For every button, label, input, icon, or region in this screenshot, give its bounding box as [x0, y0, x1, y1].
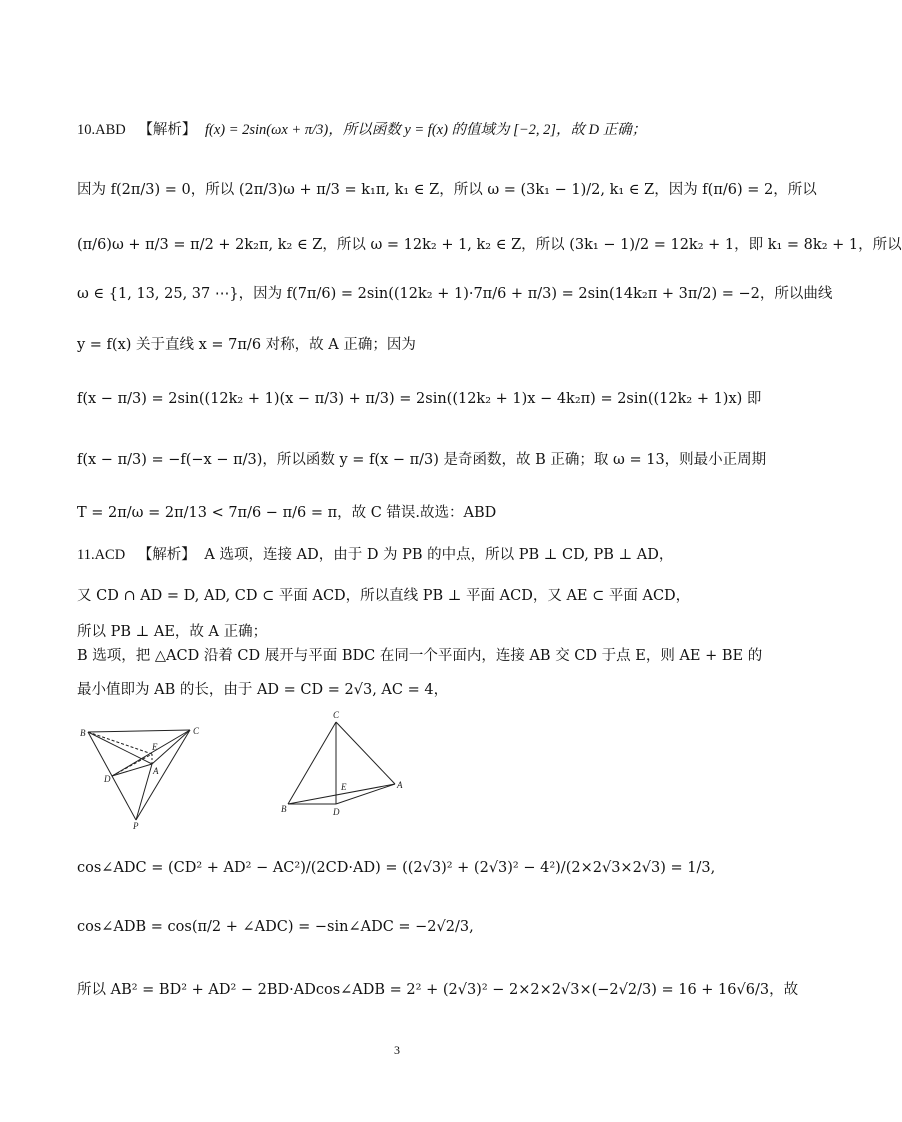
fig2-label-d: D	[333, 807, 340, 817]
q11-line-6: cos∠ADC = (CD² + AD² − AC²)/(2CD·AD) = ((2√3)² + (2√3)² − 4²)/(2×2√3×2√3) = 1/3,	[77, 860, 716, 876]
q10-line-2: 因为 f(2π/3) = 0，所以 (2π/3)ω + π/3 = k₁π, k₁ ∈ Z，所以 ω = (3k₁ − 1)/2, k₁ ∈ Z，因为 f(π/6) = 2，所以	[77, 182, 817, 198]
q11-head: 11.ACD	[77, 547, 126, 563]
fig1-label-b: B	[80, 728, 86, 738]
unfolded-figure	[278, 708, 408, 822]
q10-line-8: T = 2π/ω = 2π/13 < 7π/6 − π/6 = π，故 C 错误.故选：ABD	[77, 505, 497, 521]
q11-line-8: 所以 AB² = BD² + AD² − 2BD·ADcos∠ADB = 2² + (2√3)² − 2×2×2√3×(−2√2/3) = 16 + 16√6/3，故	[77, 982, 799, 998]
q11-line-5: 最小值即为 AB 的长，由于 AD = CD = 2√3, AC = 4，	[77, 682, 449, 698]
q10-tag: 【解析】	[138, 122, 197, 138]
q11-line-1	[77, 545, 754, 565]
q10-line-7: f(x − π/3) = −f(−x − π/3)，所以函数 y = f(x − π/3) 是奇函数，故 B 正确；取 ω = 13，则最小正周期	[77, 452, 767, 468]
pyramid-figure	[78, 722, 208, 830]
fig2-label-c: C	[333, 710, 340, 720]
fig1-label-d: D	[104, 774, 111, 784]
q11-text-1: A 选项，连接 AD，由于 D 为 PB 的中点，所以 PB ⊥ CD, PB ⊥ AD，	[204, 547, 674, 563]
q11-line-7: cos∠ADB = cos(π/2 + ∠ADC) = −sin∠ADC = −2√2/3,	[77, 919, 474, 935]
page-number: 3	[394, 1043, 400, 1057]
q11-line-4: B 选项，把 △ACD 沿着 CD 展开与平面 BDC 在同一个平面内，连接 AB 交 CD 于点 E，则 AE + BE 的	[77, 648, 763, 664]
q10-line-5: y = f(x) 关于直线 x = 7π/6 对称，故 A 正确；因为	[77, 337, 416, 353]
q10-text-1: f(x) = 2sin(ωx + π/3)，所以函数 y = f(x) 的值域为 [−2, 2]，故 D 正确；	[204, 122, 647, 138]
fig1-label-e: E	[152, 742, 158, 752]
q11-line-3: 所以 PB ⊥ AE，故 A 正确；	[77, 624, 268, 640]
q10-line-3: (π/6)ω + π/3 = π/2 + 2k₂π, k₂ ∈ Z，所以 ω = 12k₂ + 1, k₂ ∈ Z，所以 (3k₁ − 1)/2 = 12k₂ + 1，即 k₁ = 8k₂ + 1，所以	[77, 237, 902, 253]
fig2-label-e: E	[341, 782, 347, 792]
q11-tag: 【解析】	[137, 547, 196, 563]
fig1-label-a: A	[153, 766, 159, 776]
q11-line-2: 又 CD ∩ AD = D, AD, CD ⊂ 平面 ACD，所以直线 PB ⊥ 平面 ACD，又 AE ⊂ 平面 ACD，	[77, 588, 691, 604]
fig2-label-b: B	[281, 804, 287, 814]
q10-line-1	[77, 120, 754, 140]
fig2-label-a: A	[397, 780, 403, 790]
fig1-label-p: P	[133, 821, 139, 831]
q10-line-6: f(x − π/3) = 2sin((12k₂ + 1)(x − π/3) + π/3) = 2sin((12k₂ + 1)x − 4k₂π) = 2sin((12k₂ + 1)x) 即	[77, 391, 762, 407]
q10-line-4: ω ∈ {1, 13, 25, 37 ⋯}，因为 f(7π/6) = 2sin((12k₂ + 1)·7π/6 + π/3) = 2sin(14k₂π + 3π/2) = −2，所以曲线	[77, 286, 833, 302]
fig1-label-c: C	[193, 726, 200, 736]
q10-head: 10.ABD	[77, 122, 126, 138]
